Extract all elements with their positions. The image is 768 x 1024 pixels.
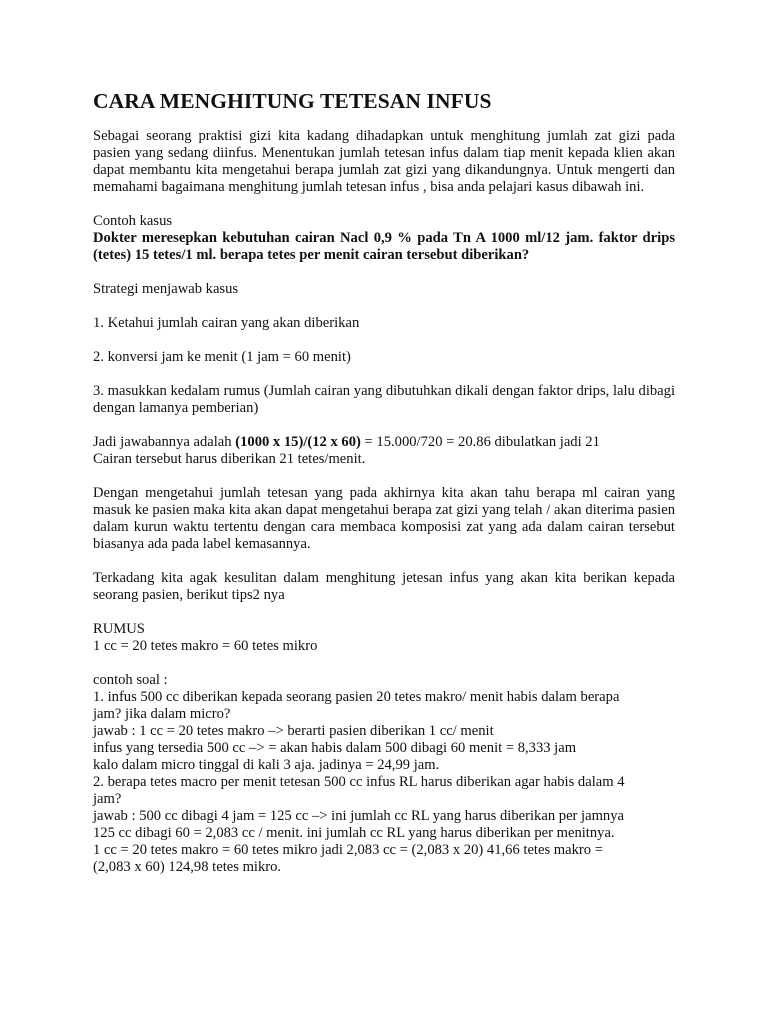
rumus-label: RUMUS — [93, 621, 145, 637]
spacer — [93, 298, 675, 315]
spacer — [93, 655, 675, 672]
answer-prefix: Jadi jawabannya adalah — [93, 434, 232, 450]
spacer — [93, 264, 675, 281]
strategy-step-2: 2. konversi jam ke menit (1 jam = 60 menit) — [93, 349, 351, 365]
example-line: 2. berapa tetes macro per menit tetesan 500 cc infus RL harus diberikan agar habis dalam 4 — [93, 774, 625, 790]
spacer — [93, 604, 675, 621]
example-line: 1. infus 500 cc diberikan kepada seorang pasien 20 tetes makro/ menit habis dalam berapa — [93, 689, 620, 705]
answer-line — [93, 434, 675, 451]
document-body — [93, 88, 675, 876]
example-line: 1 cc = 20 tetes makro = 60 tetes mikro jadi 2,083 cc = (2,083 x 20) 41,66 tetes makro = — [93, 842, 603, 858]
rumus-formula: 1 cc = 20 tetes makro = 60 tetes mikro — [93, 638, 318, 654]
example-line: jam? — [93, 791, 122, 807]
spacer — [93, 366, 675, 383]
example-line: kalo dalam micro tinggal di kali 3 aja. jadinya = 24,99 jam. — [93, 757, 440, 773]
strategy-label: Strategi menjawab kasus — [93, 281, 239, 297]
spacer — [93, 196, 675, 213]
answer-suffix: = 15.000/720 = 20.86 dibulatkan jadi 21 — [364, 434, 600, 450]
spacer — [93, 468, 675, 485]
example-line: jawab : 500 cc dibagi 4 jam = 125 cc –> ini jumlah cc RL yang harus diberikan per jamnya — [93, 808, 625, 824]
document-title: CARA MENGHITUNG TETESAN INFUS — [93, 89, 492, 113]
strategy-step-3: 3. masukkan kedalam rumus (Jumlah cairan yang dibutuhkan dikali dengan faktor drips, lalu dibagi dengan lamanya pemberian) — [93, 383, 675, 416]
intro-paragraph: Sebagai seorang praktisi gizi kita kadang dihadapkan untuk menghitung jumlah zat gizi pada pasien yang sedang diinfus. Menentukan jumlah tetesan infus dalam tiap menit kepada klien akan dapat membantu kita mengetahui berapa jumlah zat gizi yang dikandungnya. Untuk mengerti dan memahami bagaimana menghitung jumlah tetesan infus , bisa anda pelajari kasus dibawah ini. — [93, 128, 675, 195]
example-line: infus yang tersedia 500 cc –> = akan habis dalam 500 dibagi 60 menit = 8,333 jam — [93, 740, 577, 756]
paragraph-3: Terkadang kita agak kesulitan dalam menghitung jetesan infus yang akan kita berikan kepada seorang pasien, berikut tips2 nya — [93, 570, 675, 603]
example-line: (2,083 x 60) 124,98 tetes mikro. — [93, 859, 282, 875]
case-label: Contoh kasus — [93, 213, 173, 229]
spacer — [93, 417, 675, 434]
case-question — [93, 230, 675, 264]
answer-conclusion: Cairan tersebut harus diberikan 21 tetes/menit. — [93, 451, 366, 467]
spacer — [93, 332, 675, 349]
strategy-step-1: 1. Ketahui jumlah cairan yang akan diberikan — [93, 315, 360, 331]
examples-label: contoh soal : — [93, 672, 168, 688]
example-line: 125 cc dibagi 60 = 2,083 cc / menit. ini jumlah cc RL yang harus diberikan per menitnya. — [93, 825, 615, 841]
spacer — [93, 553, 675, 570]
example-line: jam? jika dalam micro? — [93, 706, 231, 722]
paragraph-2: Dengan mengetahui jumlah tetesan yang pada akhirnya kita akan tahu berapa ml cairan yang masuk ke pasien maka kita akan dapat mengetahui berapa zat gizi yang telah / akan diterima pasien dalam kurun waktu tertentu dengan cara membaca komposisi zat yang ada dalam cairan tersebut biasanya ada pada label kemasannya. — [93, 485, 675, 552]
case-question-text: Dokter meresepkan kebutuhan cairan Nacl 0,9 % pada Tn A 1000 ml/12 jam. faktor drips (tetes) 15 tetes/1 ml. berapa tetes per menit cairan tersebut diberikan? — [93, 230, 675, 263]
example-line: jawab : 1 cc = 20 tetes makro –> berarti pasien diberikan 1 cc/ menit — [93, 723, 494, 739]
answer-formula: (1000 x 15)/(12 x 60) — [235, 434, 361, 450]
